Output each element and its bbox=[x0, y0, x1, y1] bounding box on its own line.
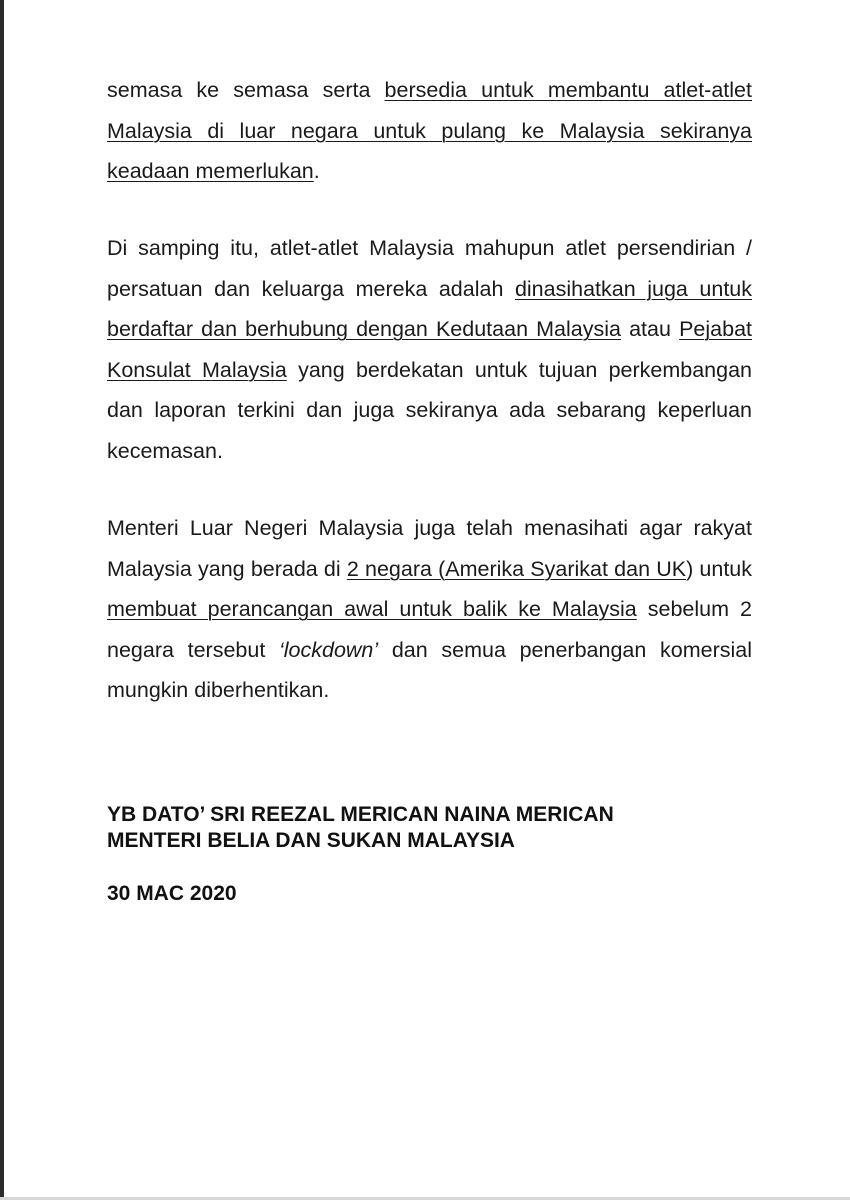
paragraph-text: sebelum 2 negara tersebut bbox=[107, 597, 753, 662]
paragraph-text: semasa ke semasa serta bbox=[107, 78, 385, 102]
paragraph-text: Di samping itu, atlet-atlet Malaysia mahupun atlet persendirian / persatuan dan keluarga mereka adalah bbox=[107, 236, 752, 301]
underlined-text: Pejabat Konsulat Malaysia bbox=[107, 317, 752, 382]
underlined-text: bersedia untuk membantu atlet-atlet Malaysia di luar negara untuk pulang ke Malaysia sekiranya keadaan memerlukan bbox=[107, 78, 752, 184]
paragraph-text: atau bbox=[620, 317, 680, 342]
paragraph-embassy-registration bbox=[107, 228, 752, 472]
paragraph-text: Menteri Luar Negeri Malaysia juga telah menasihati agar rakyat Malaysia yang berada di bbox=[107, 516, 752, 581]
signatory-title: MENTERI BELIA DAN SUKAN MALAYSIA bbox=[107, 829, 515, 852]
document-date: 30 MAC 2020 bbox=[107, 882, 237, 905]
paragraph-text: yang berdekatan untuk tujuan perkembangan dan laporan terkini dan juga sekiranya ada sebarang keperluan kecemasan. bbox=[107, 357, 753, 463]
paragraph-text: ) untuk bbox=[686, 556, 753, 581]
paragraph-text: dan semua penerbangan komersial mungkin diberhentikan. bbox=[107, 637, 752, 703]
underlined-text: 2 negara (Amerika Syarikat dan UK bbox=[346, 556, 687, 581]
paragraph-athlete-assistance bbox=[107, 70, 752, 192]
italic-text: ‘lockdown’ bbox=[278, 637, 379, 662]
paragraph-foreign-ministry-advice bbox=[107, 508, 752, 711]
paragraph-text: . bbox=[313, 159, 320, 184]
page-left-edge bbox=[0, 0, 4, 1200]
underlined-text: membuat perancangan awal untuk balik ke Malaysia bbox=[107, 597, 637, 622]
signatory-name: YB DATO’ SRI REEZAL MERICAN NAINA MERICAN bbox=[107, 803, 614, 826]
underlined-text: dinasihatkan juga untuk berdaftar dan berhubung dengan Kedutaan Malaysia bbox=[107, 276, 753, 342]
